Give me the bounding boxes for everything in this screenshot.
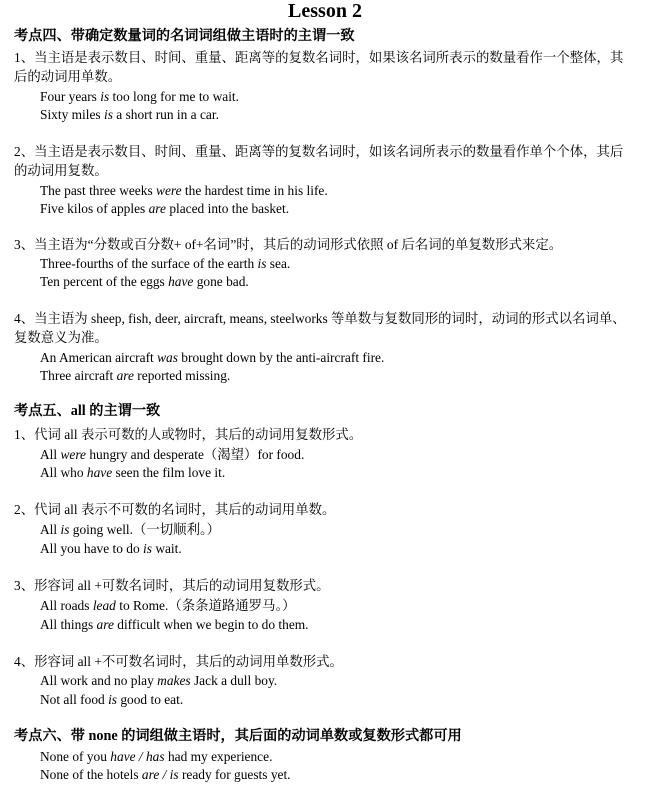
verb: is [104, 107, 113, 122]
verb: have [86, 465, 113, 480]
verb: was [157, 350, 178, 365]
verb: is [257, 256, 267, 271]
section-heading: 考点五、all 的主谓一致 [14, 403, 161, 419]
example-sentence: None of you have / has had my experience. [40, 749, 273, 764]
example-sentence: Five kilos of apples are placed into the basket. [40, 201, 290, 216]
verb: are [116, 368, 134, 383]
verb: is [108, 692, 117, 707]
verb: are [148, 201, 166, 216]
verb: were [60, 447, 87, 462]
example-sentence: An American aircraft was brought down by the anti-aircraft fire. [40, 350, 385, 365]
example-sentence: Not all food is good to eat. [40, 692, 184, 707]
rule-text: 4、当主语为 sheep, fish, deer, aircraft, means, steelworks 等单数与复数同形的词时，动词的形式以名词单、复数意义为准。 [14, 311, 626, 345]
rule-text: 4、形容词 all +不可数名词时，其后的动词用单数形式。 [14, 654, 343, 669]
verb: lead [92, 598, 116, 613]
section-heading: 考点六、带 none 的词组做主语时，其后面的动词单数或复数形式都可用 [14, 728, 462, 744]
verb: have / has [110, 749, 165, 764]
rule-text: 2、当主语是表示数目、时间、重量、距离等的复数名词时，如该名词所表示的数量看作单个个体，其后的动词用复数。 [14, 144, 624, 178]
example-sentence: All you have to do is wait. [40, 541, 182, 556]
verb: makes [157, 673, 191, 688]
rule-text: 3、形容词 all +可数名词时，其后的动词用复数形式。 [14, 578, 330, 593]
rule-text: 1、代词 all 表示可数的人或物时，其后的动词用复数形式。 [14, 427, 363, 442]
example-sentence: All is going well.（一切顺利。） [40, 522, 221, 537]
page-title: Lesson 2 [288, 0, 362, 22]
example-sentence: Three-fourths of the surface of the earth is sea. [40, 256, 291, 271]
rule-text: 1、当主语是表示数目、时间、重量、距离等的复数名词时，如果该名词所表示的数量看作一个整体，其后的动词用单数。 [14, 50, 624, 84]
example-sentence: Three aircraft are reported missing. [40, 368, 231, 383]
example-sentence: Four years is too long for me to wait. [40, 89, 239, 104]
verb: is [60, 522, 70, 537]
verb: were [156, 183, 182, 198]
verb: are [96, 617, 114, 632]
example-sentence: Sixty miles is a short run in a car. [40, 107, 219, 122]
section-heading: 考点四、带确定数量词的名词词组做主语时的主谓一致 [14, 28, 355, 44]
verb: is [100, 89, 110, 104]
verb: are / is [141, 767, 179, 782]
example-sentence: All roads lead to Rome.（条条道路通罗马。） [40, 598, 296, 613]
verb: is [143, 541, 152, 556]
verb: have [168, 274, 194, 289]
example-sentence: All were hungry and desperate（渴望）for food. [40, 447, 305, 462]
example-sentence: Ten percent of the eggs have gone bad. [40, 274, 249, 289]
rule-text: 2、代词 all 表示不可数的名词时，其后的动词用单数。 [14, 502, 336, 517]
example-sentence: The past three weeks were the hardest time in his life. [40, 183, 328, 198]
example-sentence: All things are difficult when we begin to do them. [40, 617, 309, 632]
example-sentence: All who have seen the film love it. [40, 465, 226, 480]
rule-text: 3、当主语为“分数或百分数+ of+名词”时，其后的动词形式依照 of 后名词的单复数形式来定。 [14, 237, 563, 252]
example-sentence: None of the hotels are / is ready for guests yet. [40, 767, 291, 782]
example-sentence: All work and no play makes Jack a dull boy. [40, 673, 278, 688]
